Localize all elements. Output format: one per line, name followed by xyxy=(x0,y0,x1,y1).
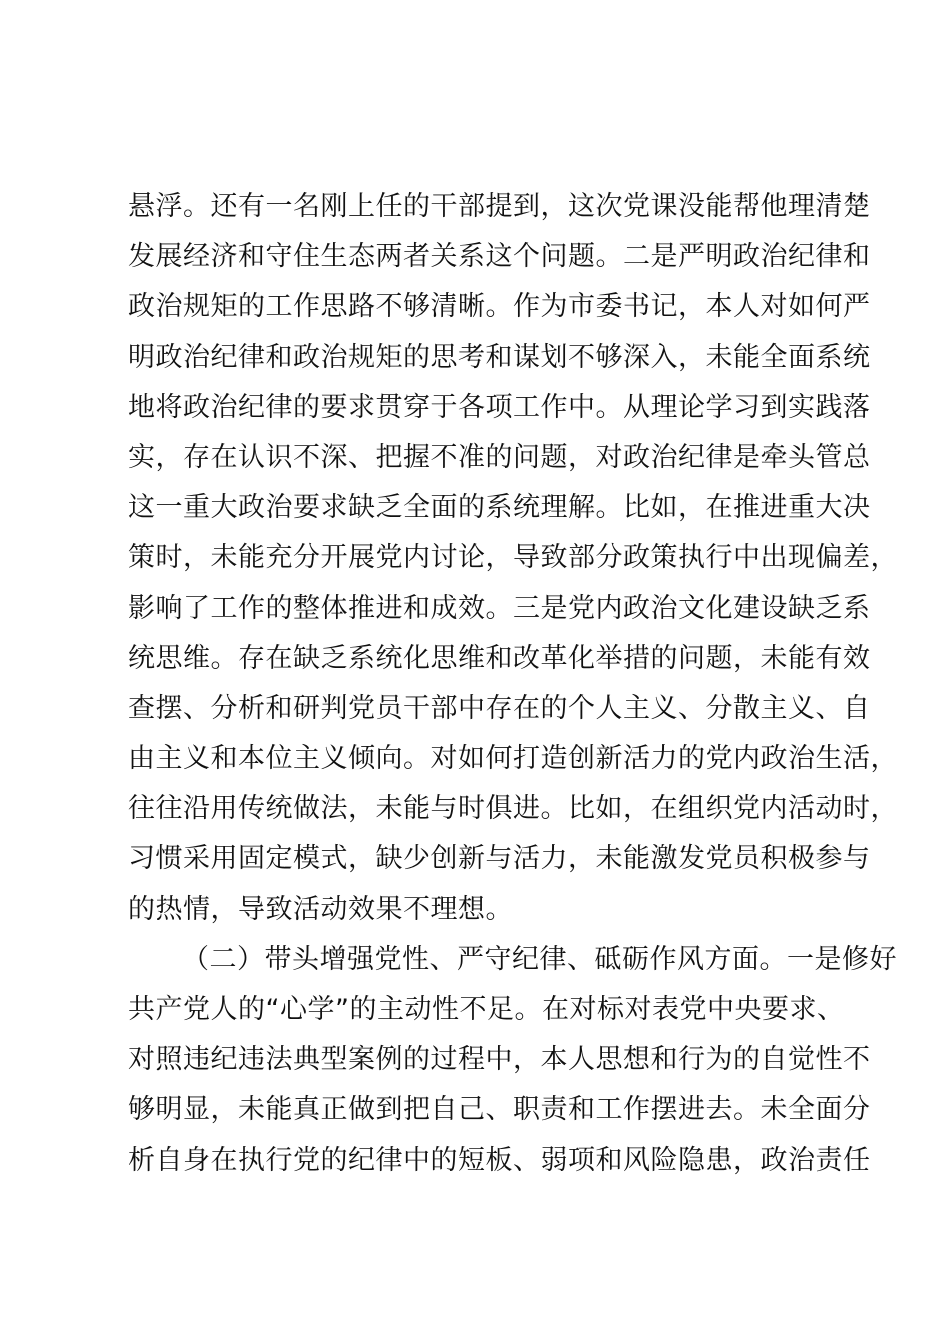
text-line: 查摆、分析和研判党员干部中存在的个人主义、分散主义、自 xyxy=(128,692,871,724)
text-line: 影响了工作的整体推进和成效。三是党内政治文化建设缺乏系 xyxy=(128,592,871,624)
text-line: 政治规矩的工作思路不够清晰。作为市委书记，本人对如何严 xyxy=(128,291,871,323)
body-text xyxy=(128,182,898,1186)
text-line: 析自身在执行党的纪律中的短板、弱项和风险隐患，政治责任 xyxy=(128,1144,871,1176)
text-line: 统思维。存在缺乏系统化思维和改革化举措的问题，未能有效 xyxy=(128,642,871,674)
text-line: 习惯采用固定模式，缺少创新与活力，未能激发党员积极参与 xyxy=(128,843,871,875)
text-line: 往往沿用传统做法，未能与时俱进。比如，在组织党内活动时， xyxy=(128,793,898,825)
text-line: 悬浮。还有一名刚上任的干部提到，这次党课没能帮他理清楚 xyxy=(128,191,871,222)
text-line: 的热情，导致活动效果不理想。 xyxy=(128,893,513,925)
text-line: 实，存在认识不深、把握不准的问题，对政治纪律是牵头管总 xyxy=(128,441,871,473)
section-heading-line: （二）带头增强党性、严守纪律、砥砺作风方面。一是修好 xyxy=(182,943,897,975)
text-line: 地将政治纪律的要求贯穿于各项工作中。从理论学习到实践落 xyxy=(128,391,871,423)
text-line: 对照违纪违法典型案例的过程中，本人思想和行为的自觉性不 xyxy=(128,1044,871,1076)
text-line: 够明显，未能真正做到把自己、职责和工作摆进去。未全面分 xyxy=(128,1094,871,1126)
text-line: 这一重大政治要求缺乏全面的系统理解。比如，在推进重大决 xyxy=(128,492,871,524)
text-line: 发展经济和守住生态两者关系这个问题。二是严明政治纪律和 xyxy=(128,241,871,273)
text-line: 由主义和本位主义倾向。对如何打造创新活力的党内政治生活， xyxy=(128,743,898,775)
text-line: 共产党人的“心学”的主动性不足。在对标对表党中央要求、 xyxy=(128,994,845,1025)
text-line: 明政治纪律和政治规矩的思考和谋划不够深入，未能全面系统 xyxy=(128,341,871,373)
text-line: 策时，未能充分开展党内讨论，导致部分政策执行中出现偏差， xyxy=(128,542,898,574)
